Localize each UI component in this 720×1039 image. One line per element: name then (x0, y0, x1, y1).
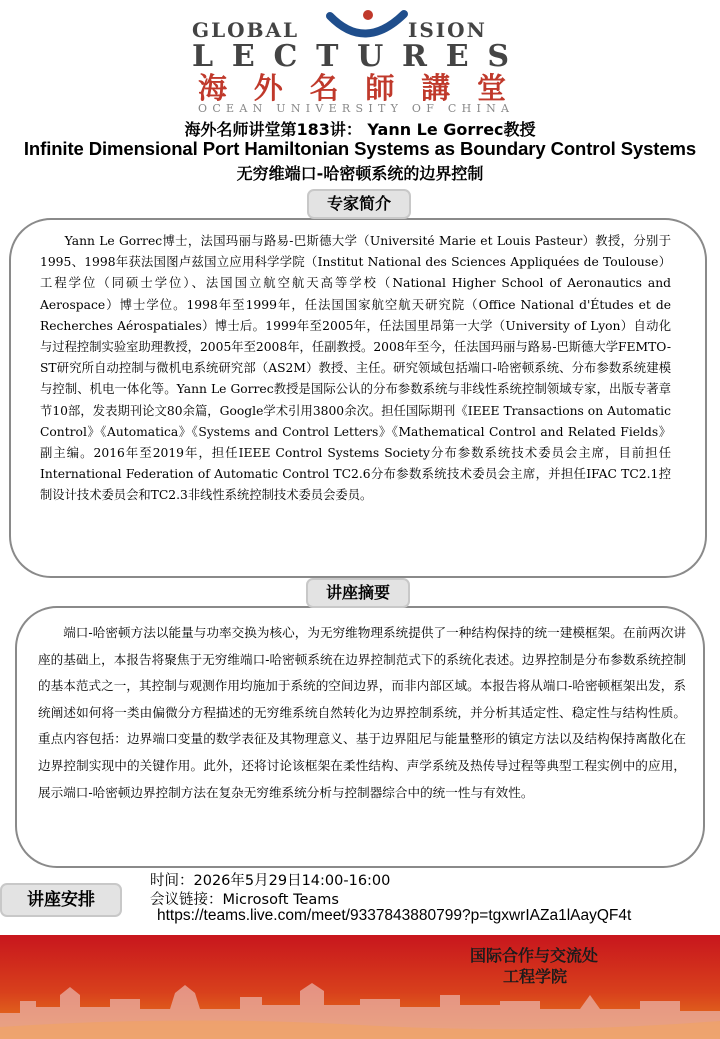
english-title: Infinite Dimensional Port Hamiltonian Systems as Boundary Control Systems (23, 138, 697, 159)
lecture-time: 时间：2026年5月29日14:00-16:00 (150, 873, 391, 889)
global-vision-lectures-logo (190, 6, 520, 114)
logo-ision-text: ISION (408, 18, 487, 42)
organizer-international-office: 国际合作与交流处 (470, 946, 599, 965)
meeting-link-label: 会议链接：Microsoft Teams (150, 892, 339, 908)
abstract-section-label: 讲座摘要 (306, 578, 410, 608)
organizer-block (470, 945, 690, 987)
logo-lectures-text: LECTURES (192, 39, 512, 74)
logo-global-text: GLOBAL (192, 18, 300, 42)
schedule-section-label: 讲座安排 (0, 883, 122, 917)
chinese-title: 无穷维端口-哈密顿系统的边界控制 (236, 164, 484, 183)
abstract-text: 端口-哈密顿方法以能量与功率交换为核心，为无穷维物理系统提供了一种结构保持的统一建模框架。在前两次讲座的基础上，本报告将聚焦于无穷维端口-哈密顿系统在边界控制范式下的系统化表述。边界控制是分布参数系统控制的基本范式之一，其控制与观测作用均施加于系统的空间边界，而非内部区域。本报告将从端口-哈密顿框架出发，系统阐述如何将一类由偏微分方程描述的无穷维系统自然转化为边界控制系统，并分析其适定性、稳定性与结构性质。重点内容包括：边界端口变量的数学表征及其物理意义、基于边界阻尼与能量整形的镇定方法以及结构保持离散化在边界控制实现中的关键作用。此外，还将讨论该框架在柔性结构、声学系统及热传导过程等典型工程实例中的应用，展示端口-哈密顿边界控制方法在复杂无穷维系统分析与控制器综合中的统一性与有效性。 (38, 625, 686, 800)
lecture-number-heading: 海外名师讲堂第183讲： Yann Le Gorrec教授 (184, 120, 536, 139)
logo-vision-emblem (330, 10, 404, 34)
meeting-url-link[interactable]: https://teams.live.com/meet/9337843880799?p=tgxwrIAZa1lAayQF4t (157, 907, 632, 924)
bio-section-label: 专家简介 (307, 189, 411, 219)
bio-text: Yann Le Gorrec博士，法国玛丽与路易-巴斯德大学（Université Marie et Louis Pasteur）教授，分别于1995、1998年获法国图卢兹国立应用科学学院（Institut National des Sciences Appliquées de Toulouse）工程学位（同硕士学位）、法国国立航空航天高等学校（National Higher School of Aeronautics and Aerospace）博士学位。1998年至1999年，任法国国家航空航天研究院（Office National d'Études et de Recherches Aérospatiales）博士后。1999年至2005年，任法国里昂第一大学（University of Lyon）自动化与过程控制实验室助理教授，2005年至2008年，任副教授。2008年至今，任法国玛丽与路易-巴斯德大学FEMTO-ST研究所自动控制与微机电系统研究部（AS2M）教授、主任。研究领域包括端口-哈密顿系统、分布参数系统建模与控制、机电一体化等。Yann Le Gorrec教授是国际公认的分布参数系统与非线性系统控制领域专家，出版专著章节10部，发表期刊论文80余篇，Google学术引用3800余次。担任国际期刊《IEEE Transactions on Automatic Control》《Automatica》《Systems and Control Letters》《Mathematical Control and Related Fields》副主编。2016年至2019年，担任IEEE Control Systems Society分布参数系统技术委员会主席，目前担任International Federation of Automatic Control TC2.6分布参数系统技术委员会主席，并担任IFAC TC2.1控制设计技术委员会和TC2.3非线性系统控制技术委员会委员。 (40, 234, 671, 503)
organizer-engineering-college: 工程学院 (503, 967, 568, 986)
logo-chinese-text: 海外名師講堂 (198, 71, 510, 105)
logo-university-text: OCEAN UNIVERSITY OF CHINA (198, 102, 510, 114)
